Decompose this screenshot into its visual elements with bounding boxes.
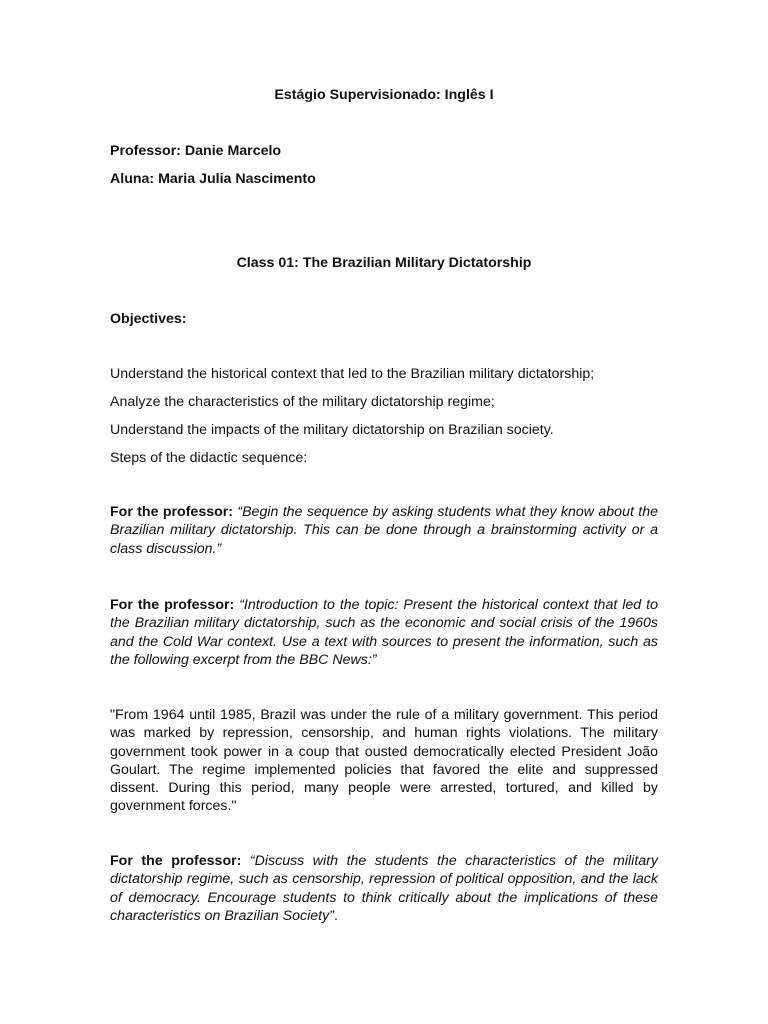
objectives-heading: Objectives: <box>110 311 187 327</box>
steps-heading: Steps of the didactic sequence: <box>110 450 308 466</box>
step-text: “Begin the sequence by asking students what they know about the Brazilian military dictatorship. This can be done through a brainstorming activity or a class discussion.” <box>110 504 658 557</box>
document-title: Estágio Supervisionado: Inglês I <box>274 87 494 103</box>
objective-item: Analyze the characteristics of the military dictatorship regime; <box>110 394 495 410</box>
student-name: Aluna: Maria Julia Nascimento <box>110 171 316 187</box>
step-label: For the professor: <box>110 597 235 613</box>
step-text: “Discuss with the students the characteristics of the military dictatorship regime, such as censorship, repression of political opposition, and the lack of democracy. Encourage students to think critically about the implications of these characteristics on Brazilian Society” <box>110 853 658 924</box>
step-paragraph <box>110 503 658 558</box>
step-text: “Introduction to the topic: Present the historical context that led to the Brazilian military dictatorship, such as the economic and social crisis of the 1960s and the Cold War context. Use a text with sources to present the information, such as the following excerpt from the BBC News:” <box>110 597 658 668</box>
step-end: . <box>333 907 338 924</box>
professor-name: Professor: Danie Marcelo <box>110 143 282 159</box>
objective-item: Understand the impacts of the military dictatorship on Brazilian society. <box>110 422 554 438</box>
objective-item: Understand the historical context that led to the Brazilian military dictatorship; <box>110 366 595 382</box>
step-label: For the professor: <box>110 504 234 520</box>
step-paragraph <box>110 852 658 925</box>
step-label: For the professor: <box>110 853 242 869</box>
step-paragraph <box>110 596 658 669</box>
bbc-excerpt: "From 1964 until 1985, Brazil was under the rule of a military government. This period was marked by repression, censorship, and human rights violations. The military government took power in a coup that ousted democratically elected President João Goulart. The regime implemented policies that favored the elite and suppressed dissent. During this period, many people were arrested, tortured, and killed by government forces." <box>110 707 658 815</box>
class-title: Class 01: The Brazilian Military Dictatorship <box>236 255 532 271</box>
